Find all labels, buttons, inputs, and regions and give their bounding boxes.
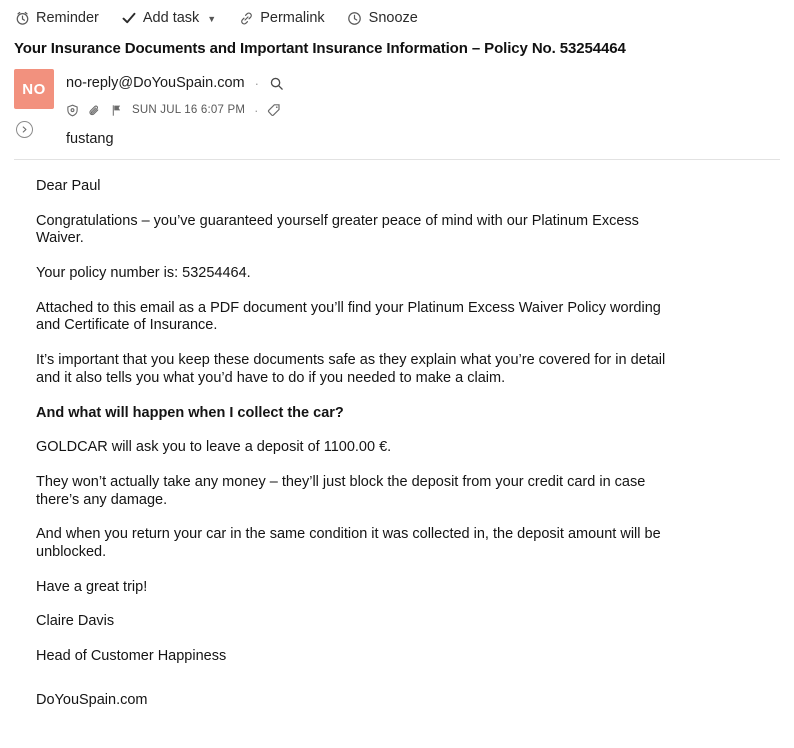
body-paragraph: They won’t actually take any money – they’ll just block the deposit from your credit card in case there’s any damage. [36, 473, 646, 508]
separator-dot-2: · [254, 102, 259, 118]
body-paragraph: Dear Paul [36, 178, 101, 194]
reminder-label: Reminder [36, 10, 99, 26]
body-heading: And what will happen when I collect the car? [36, 404, 344, 421]
body-paragraph: Your policy number is: 53254464. [36, 265, 251, 282]
body-paragraph: Attached to this email as a PDF document you’ll find your Platinum Excess Waiver Policy wording and Certificate of Insurance. [36, 299, 661, 334]
clock-icon [14, 10, 30, 26]
snooze-label: Snooze [368, 10, 418, 26]
signature-block [36, 613, 764, 665]
check-icon [121, 10, 137, 26]
link-icon [238, 10, 254, 26]
sender-row [66, 71, 780, 95]
add-task-label: Add task [142, 10, 200, 26]
email-footer: DoYouSpain.com [36, 691, 148, 708]
recipient: fustang [66, 131, 114, 147]
avatar[interactable]: NO [14, 69, 54, 109]
message-date: SUN JUL 16 6:07 PM [132, 104, 246, 116]
tag-icon[interactable] [267, 103, 281, 117]
meta-column [66, 69, 780, 147]
search-icon[interactable] [269, 76, 284, 91]
chevron-down-icon[interactable]: ▼ [207, 14, 217, 24]
email-subject: Your Insurance Documents and Important Insurance Information – Policy No. 53254464 [14, 40, 626, 57]
body-paragraph: Have a great trip! [36, 578, 148, 595]
sender-email[interactable]: no-reply@DoYouSpain.com [66, 75, 245, 91]
signature-name: Claire Davis [36, 613, 115, 630]
snooze-button[interactable] [347, 10, 418, 26]
attachment-icon[interactable] [88, 104, 101, 117]
expand-details-icon[interactable] [16, 121, 33, 138]
avatar-column [14, 69, 66, 147]
reminder-button[interactable] [14, 10, 99, 26]
body-paragraph: GOLDCAR will ask you to leave a deposit of 1100.00 €. [36, 439, 392, 456]
body-paragraph: Congratulations – you’ve guaranteed yourself greater peace of mind with our Platinum Excess Waiver. [36, 212, 639, 247]
email-header [0, 59, 794, 147]
body-paragraph: It’s important that you keep these documents safe as they explain what you’re covered for in detail and it also tells you what you’d have to do if you needed to make a claim. [36, 352, 666, 386]
message-info-row [66, 98, 780, 122]
signature-title: Head of Customer Happiness [36, 648, 227, 664]
shield-security-icon [66, 104, 79, 117]
add-task-button[interactable] [121, 10, 216, 26]
email-body [0, 160, 794, 736]
snooze-clock-icon [347, 10, 363, 26]
permalink-button[interactable] [238, 10, 324, 26]
separator-dot: · [254, 75, 259, 91]
message-toolbar [0, 0, 794, 34]
flag-icon[interactable] [110, 104, 123, 117]
body-paragraph: And when you return your car in the same condition it was collected in, the deposit amount will be unblocked. [36, 526, 661, 560]
permalink-label: Permalink [260, 10, 325, 26]
